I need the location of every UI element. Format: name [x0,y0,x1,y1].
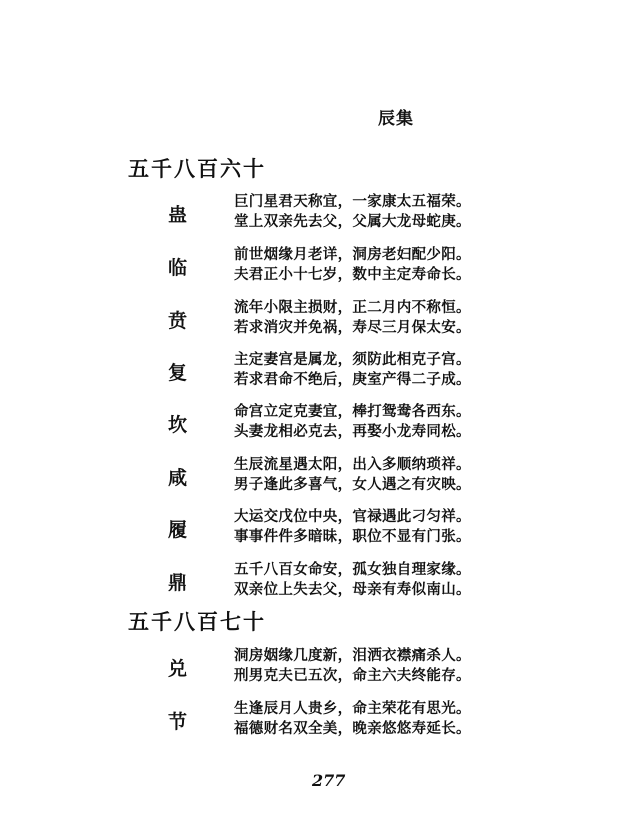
verse-line: 头妻龙相必克去，再娶小龙寿同松。 [234,423,471,440]
verse-line: 流年小限主损财，正二月内不称恒。 [234,299,471,316]
hexagram-glyph: 蛊 [168,204,188,226]
verse-entry [0,644,640,688]
verse-line: 生逢辰月人贵乡，命主荣花有思光。 [234,700,471,717]
verse-line: 夫君正小十七岁，数中主定寿命长。 [234,266,471,283]
section-heading: 五千八百七十 [128,609,266,634]
verse-entry [0,697,640,741]
verse-entry [0,453,640,497]
section-heading: 五千八百六十 [128,156,266,181]
hexagram-glyph: 贲 [168,310,188,332]
hexagram-glyph: 兑 [168,658,188,680]
verse-line: 前世烟缘月老详，洞房老妇配少阳。 [234,246,471,263]
verse-line: 双亲位上失去父，母亲有寿似南山。 [234,581,471,598]
verse-entry [0,348,640,392]
verse-entry [0,243,640,287]
verse-line: 主定妻宫是属龙，须防此相克子宫。 [234,351,471,368]
verse-line: 刑男克夫已五次，命主六夫终能存。 [234,667,471,684]
hexagram-glyph: 坎 [168,414,188,436]
verse-entry [0,400,640,444]
hexagram-glyph: 履 [168,519,188,541]
verse-entry [0,190,640,234]
verse-entry [0,505,640,549]
verse-line: 五千八百女命安，孤女独自理家缘。 [234,561,471,578]
hexagram-glyph: 鼎 [168,572,188,594]
hexagram-glyph: 临 [168,257,188,279]
page-number: 277 [312,771,346,790]
verse-line: 命宫立定克妻宜，棒打鸳鸯各西东。 [234,403,471,420]
hexagram-glyph: 节 [168,711,188,733]
verse-entry [0,558,640,602]
verse-line: 洞房姻缘几度新，泪洒衣襟痛杀人。 [234,647,471,664]
verse-entry [0,296,640,340]
verse-line: 若求消灾并免祸，寿尽三月保太安。 [234,319,471,336]
verse-line: 生辰流星遇太阳，出入多顺纳琐祥。 [234,456,471,473]
hexagram-glyph: 咸 [168,467,188,489]
verse-line: 福德财名双全美，晚亲悠悠寿延长。 [234,720,471,737]
running-head: 辰集 [378,109,414,129]
verse-line: 事事件件多暗昧，职位不显有门张。 [234,528,471,545]
verse-line: 大运交戊位中央，官禄遇此刁匀祥。 [234,508,471,525]
verse-line: 若求君命不绝后，庚室产得二子成。 [234,371,471,388]
hexagram-glyph: 复 [168,362,188,384]
verse-line: 堂上双亲先去父，父属大龙母蛇庚。 [234,213,471,230]
verse-line: 男子逢此多喜气，女人遇之有灾映。 [234,476,471,493]
verse-line: 巨门星君天称宜，一家康太五福荣。 [234,193,471,210]
